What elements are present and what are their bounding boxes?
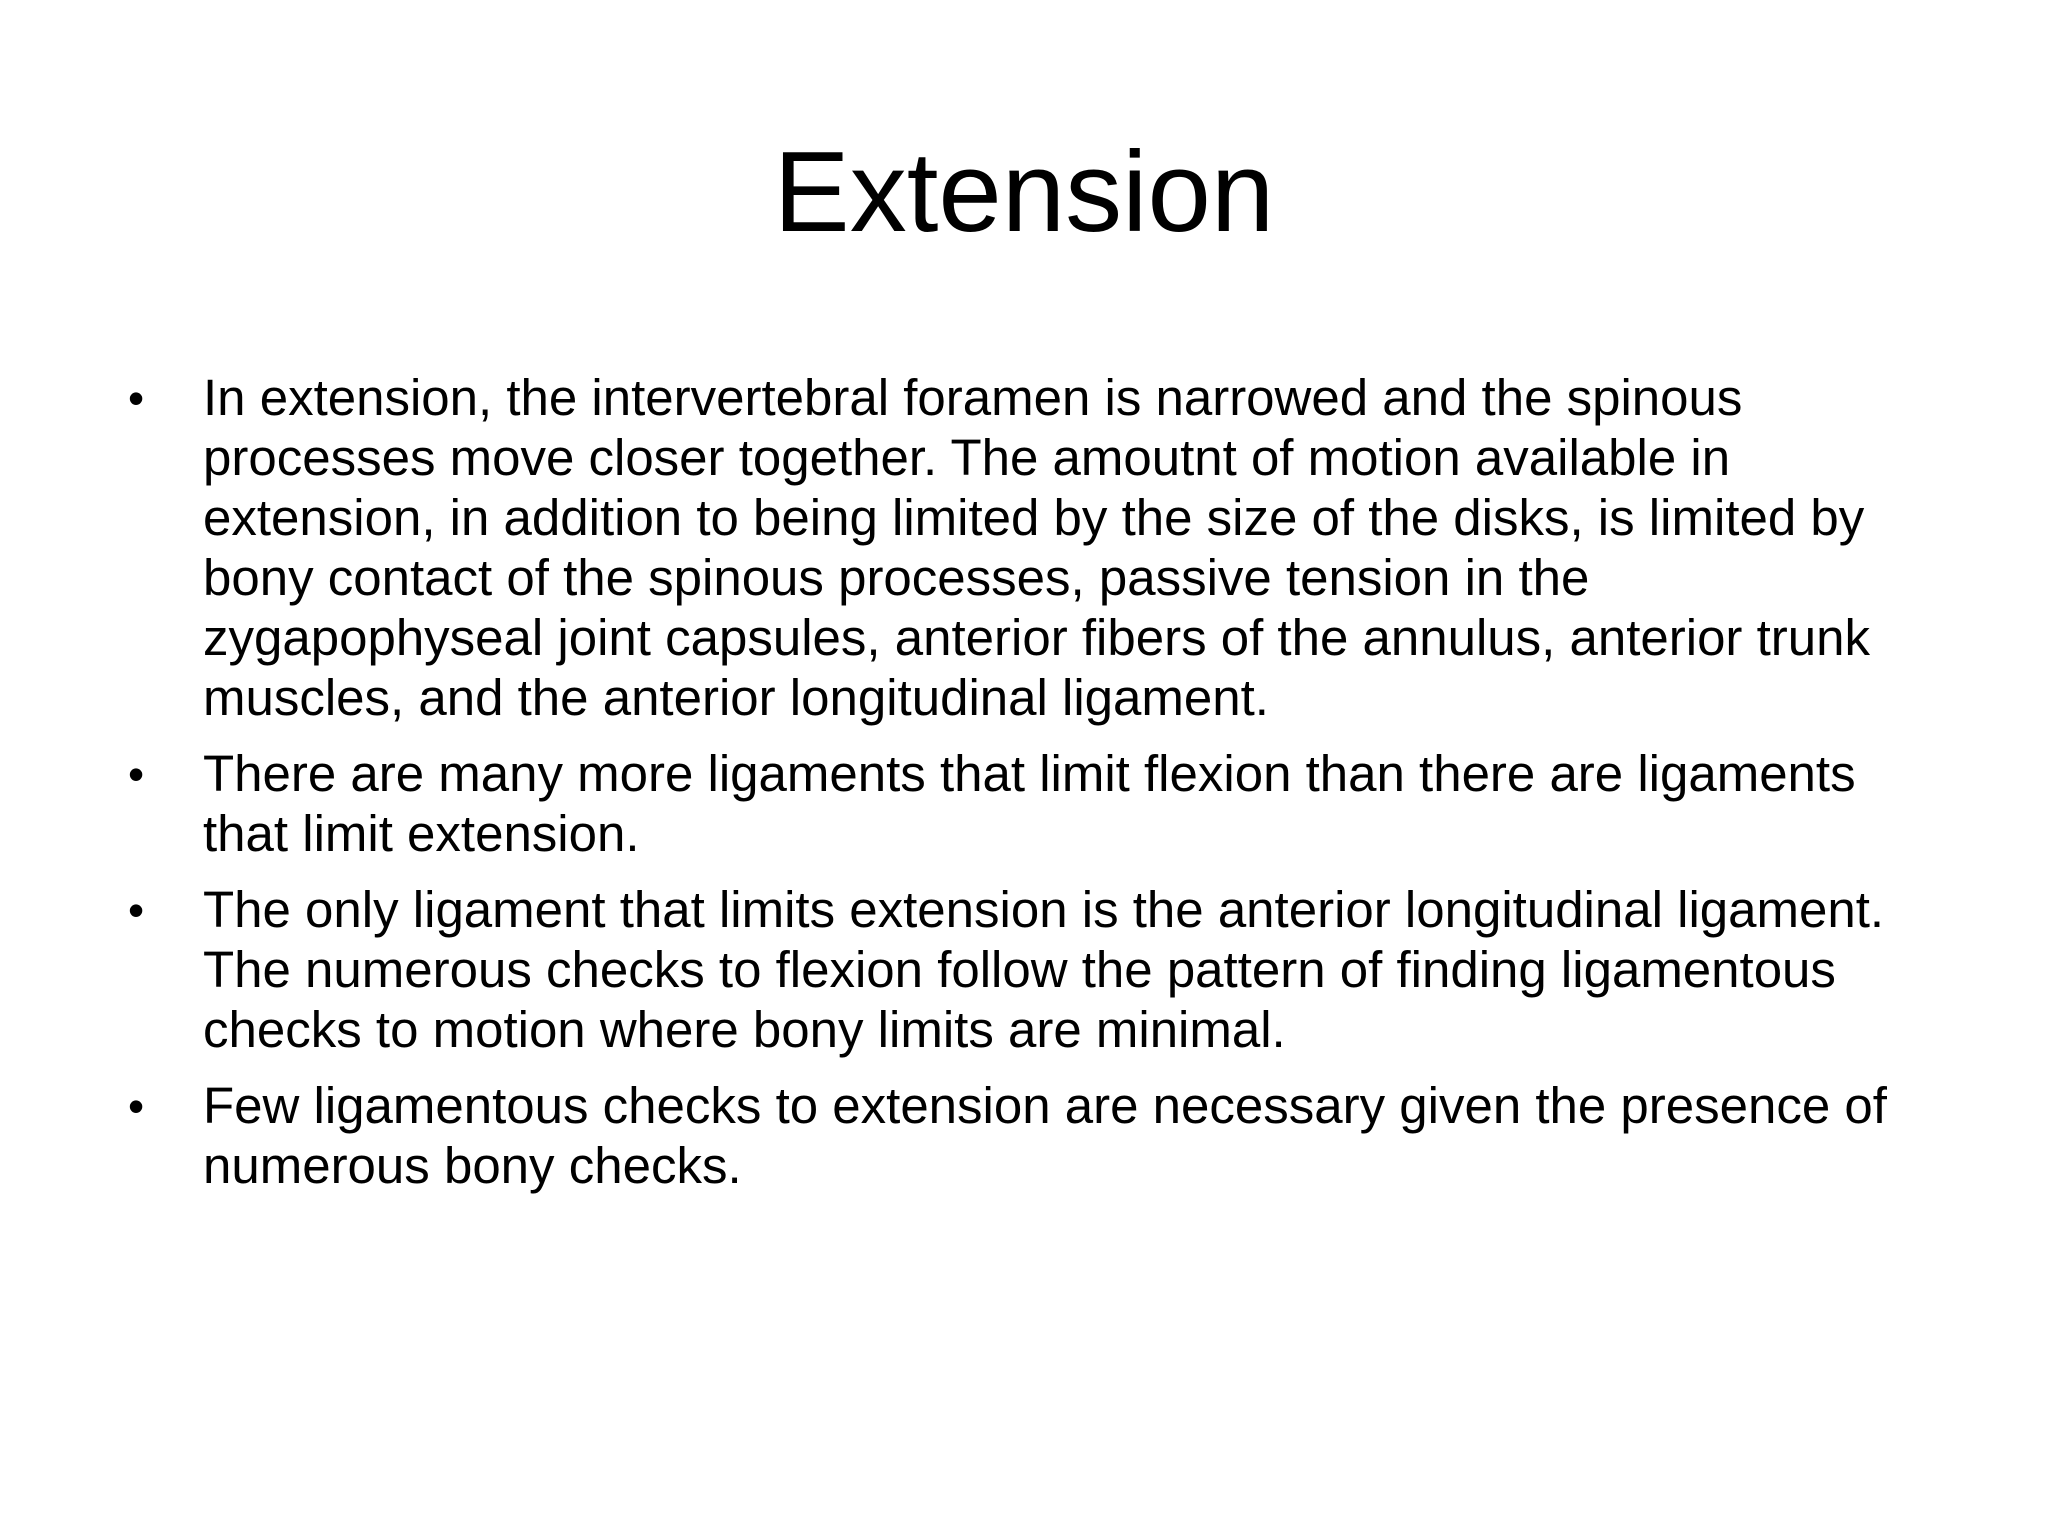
bullet-item (120, 1076, 1930, 1196)
slide-title: Extension (773, 129, 1275, 256)
bullet-marker: • (128, 884, 145, 936)
bullet-marker: • (128, 372, 145, 424)
bullet-item (120, 744, 1930, 864)
bullet-text: Few ligamentous checks to extension are necessary given the presence of numerous bony checks. (203, 1077, 1887, 1194)
bullet-text: There are many more ligaments that limit flexion than there are ligaments that limit extension. (203, 745, 1856, 862)
bullet-list (120, 368, 1930, 1212)
bullet-text: In extension, the intervertebral foramen is narrowed and the spinous processes move closer together. The amoutnt of motion available in extension, in addition to being limited by the size of the disks, is limited by bony contact of the spinous processes, passive tension in the zygapophyseal joint capsules, anterior fibers of the annulus, anterior trunk muscles, and the anterior longitudinal ligament. (203, 369, 1870, 726)
bullet-item (120, 368, 1930, 728)
bullet-marker: • (128, 748, 145, 800)
bullet-text: The only ligament that limits extension is the anterior longitudinal ligament. The numerous checks to flexion follow the pattern of finding ligamentous checks to motion where bony limits are minimal. (203, 881, 1885, 1058)
bullet-item (120, 880, 1930, 1060)
bullet-marker: • (128, 1080, 145, 1132)
